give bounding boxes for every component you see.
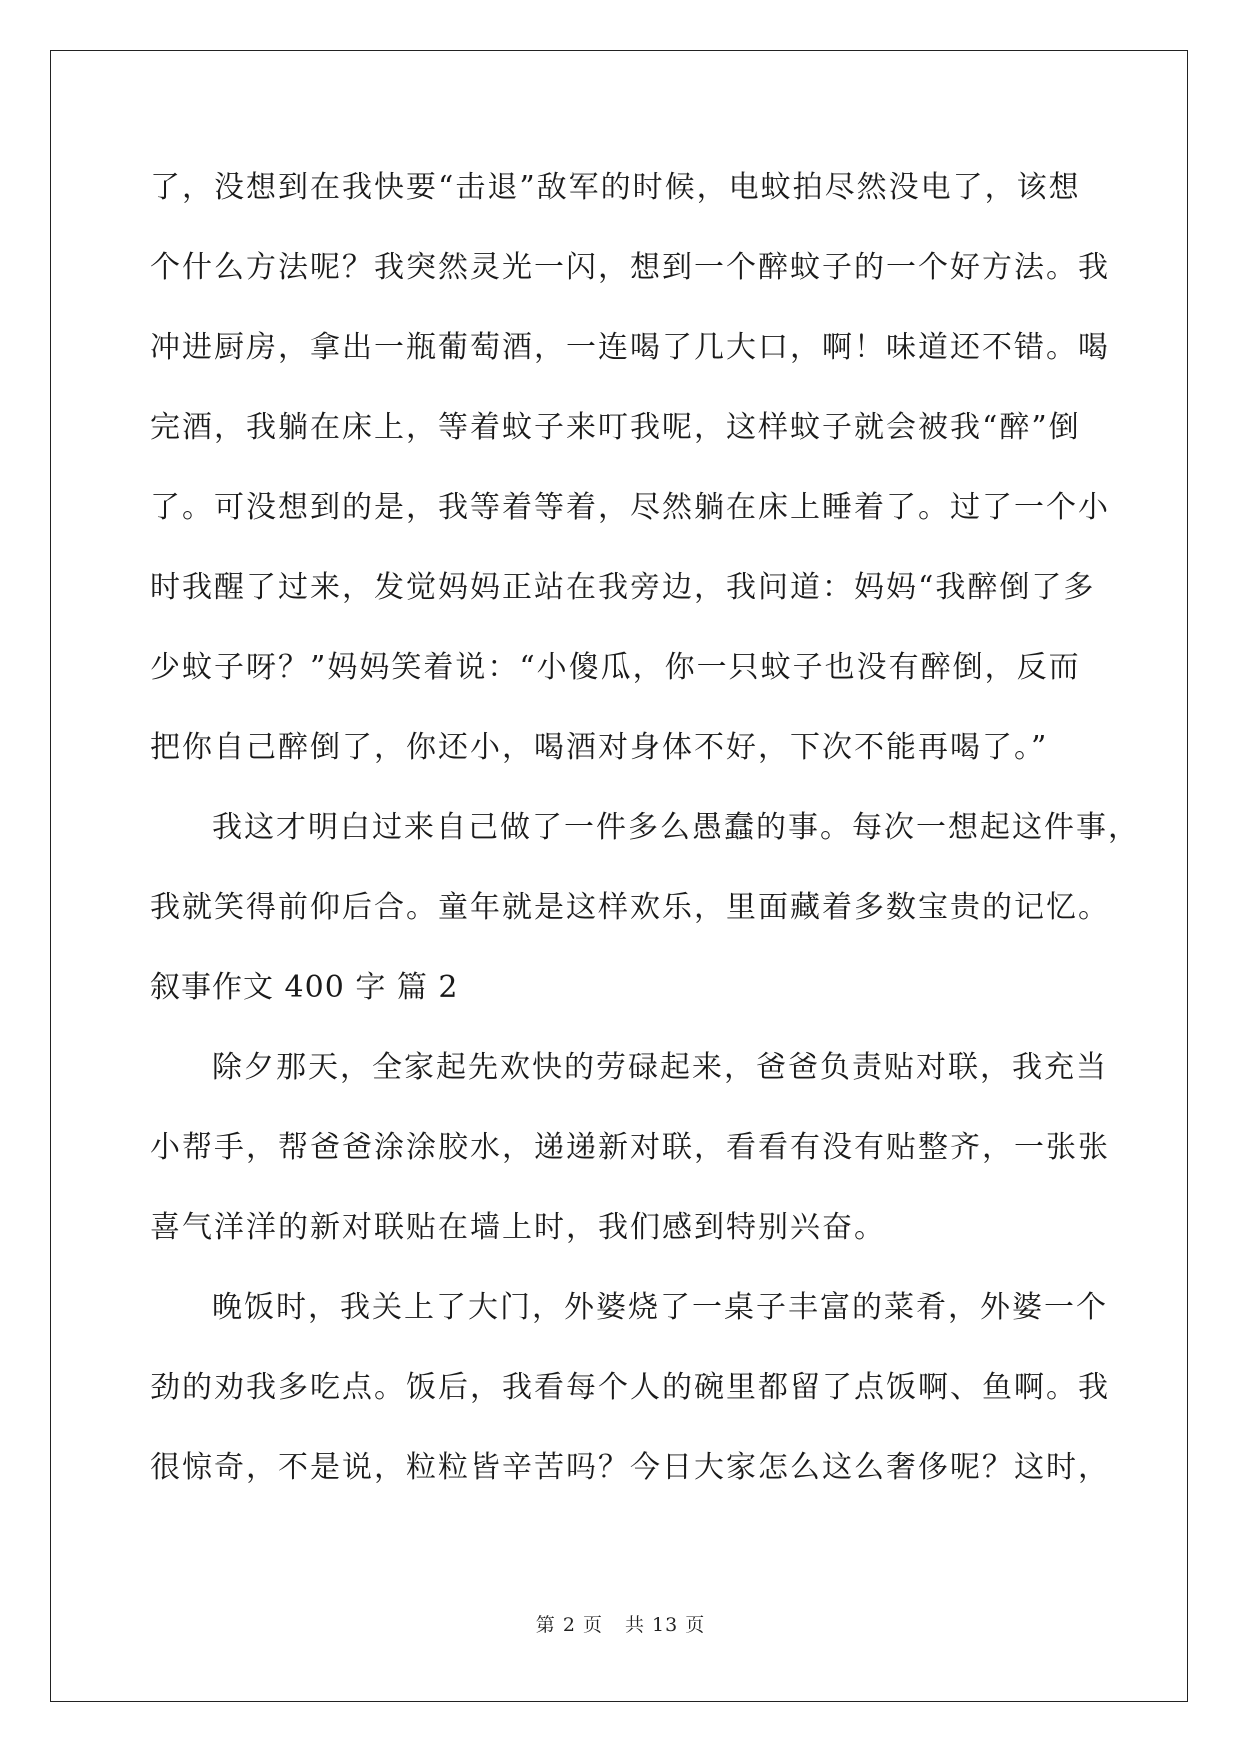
text-line: 时我醒了过来，发觉妈妈正站在我旁边，我问道：妈妈“我醉倒了多 (150, 570, 1096, 605)
text-line: 劲的劝我多吃点。饭后，我看每个人的碗里都留了点饭啊、鱼啊。我 (150, 1370, 1110, 1405)
page-footer (0, 1610, 1241, 1637)
text-line: 了。可没想到的是，我等着等着，尽然躺在床上睡着了。过了一个小 (150, 490, 1110, 525)
paragraph (150, 1268, 1110, 1508)
text-line: 我这才明白过来自己做了一件多么愚蠢的事。每次一想起这件事， (212, 810, 1140, 845)
document-body (150, 148, 1140, 1508)
paragraph (150, 1028, 1110, 1268)
text-line: 冲进厨房，拿出一瓶葡萄酒，一连喝了几大口，啊！味道还不错。喝 (150, 330, 1110, 365)
text-line: 除夕那天，全家起先欢快的劳碌起来，爸爸负责贴对联，我充当 (212, 1050, 1108, 1085)
paragraph (150, 148, 1110, 788)
text-line: 把你自己醉倒了，你还小，喝酒对身体不好，下次不能再喝了。” (150, 730, 1049, 765)
text-line: 完酒，我躺在床上，等着蚊子来叮我呢，这样蚊子就会被我“醉”倒 (150, 410, 1081, 445)
section-heading (150, 948, 1090, 1028)
text-line: 喜气洋洋的新对联贴在墙上时，我们感到特别兴奋。 (150, 1210, 886, 1245)
text-line: 了，没想到在我快要“击退”敌军的时候，电蚊拍尽然没电了，该想 (150, 170, 1081, 205)
text-line: 少蚊子呀？”妈妈笑着说：“小傻瓜，你一只蚊子也没有醉倒，反而 (150, 650, 1081, 685)
text-line: 我就笑得前仰后合。童年就是这样欢乐，里面藏着多数宝贵的记忆。 (150, 890, 1110, 925)
text-line: 很惊奇，不是说，粒粒皆辛苦吗？今日大家怎么这么奢侈呢？这时， (150, 1450, 1110, 1485)
text-line: 晚饭时，我关上了大门，外婆烧了一桌子丰富的菜肴，外婆一个 (212, 1290, 1108, 1325)
page-number: 第 2 页 (535, 1614, 603, 1636)
text-line: 小帮手，帮爸爸涂涂胶水，递递新对联，看看有没有贴整齐，一张张 (150, 1130, 1110, 1165)
text-line: 个什么方法呢？我突然灵光一闪，想到一个醉蚊子的一个好方法。我 (150, 250, 1110, 285)
paragraph (150, 788, 1140, 948)
heading-text: 叙事作文 400 字 篇 2 (150, 970, 459, 1005)
page-total: 共 13 页 (624, 1614, 706, 1636)
